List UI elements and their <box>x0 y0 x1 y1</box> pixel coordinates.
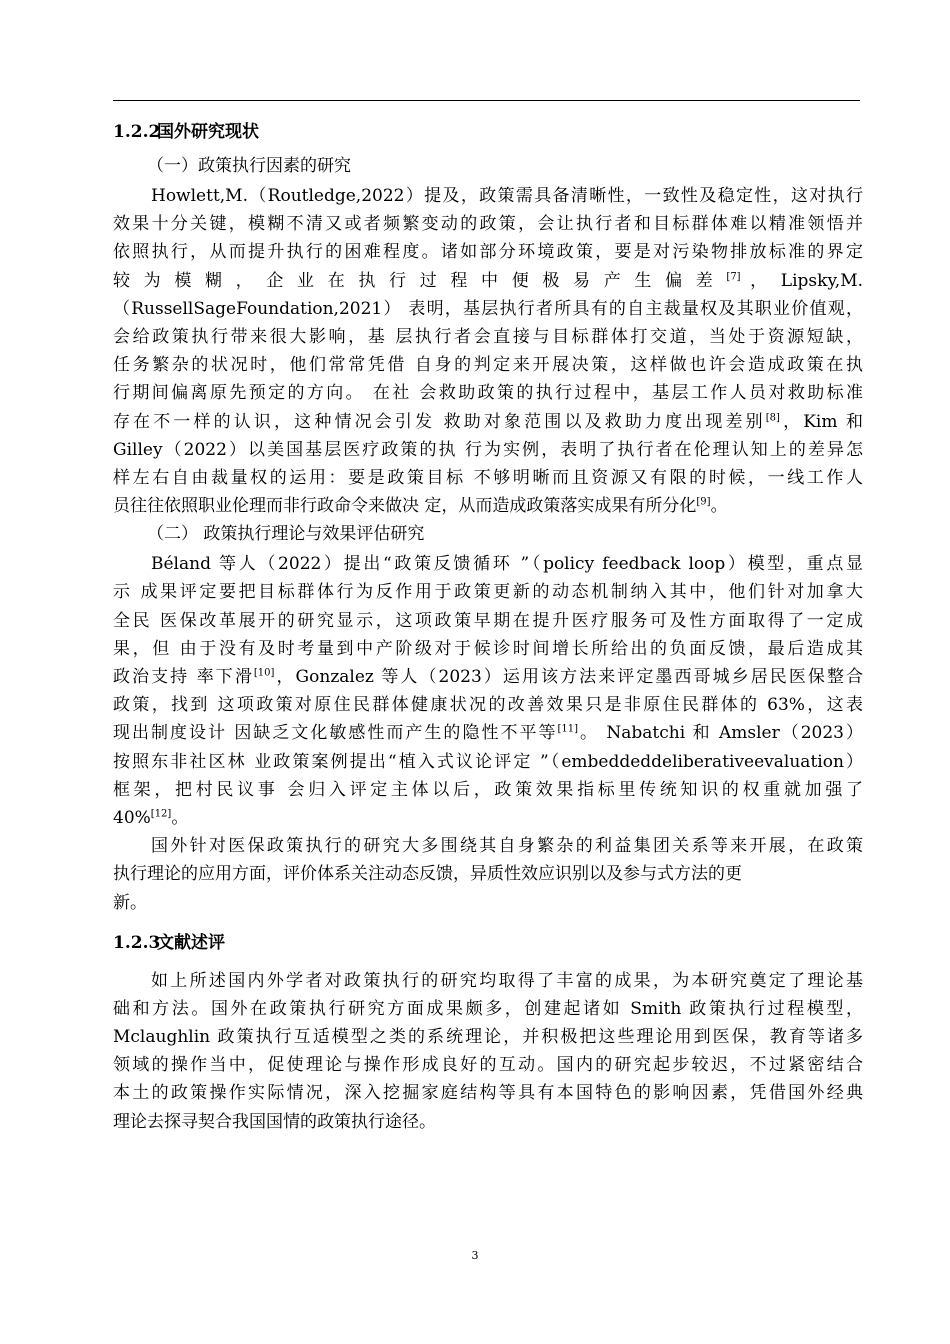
citation-9: [9] <box>696 496 711 508</box>
text-line: 政策，找到 这项政策对原住民群体健康状况的改善效果只是非原住民群体的 63%，这表 <box>113 695 863 716</box>
text-line: （RussellSageFoundation,2021） 表明，基层执行者所具有的自主裁量权及其职业价值观， <box>113 298 863 319</box>
citation-8: [8] <box>765 411 780 423</box>
text-line: 本土的政策操作实际情况，深入挖掘家庭结构等具有本国特色的影响因素，凭借国外经典 <box>113 1083 863 1104</box>
text-line: 依照执行，从而提升执行的困难程度。诸如部分环境政策，要是对污染物排放标准的界定 <box>113 242 863 263</box>
text-line: 全民 医保改革展开的研究显示，这项政策早期在提升医疗服务可及性方面取得了一定成 <box>113 610 863 631</box>
text-line: 存在不一样的认识，这种情况会引发 救助对象范围以及救助力度出现差别[8]，Kim 和 <box>113 411 863 432</box>
text-line: 效果十分关键，模糊不清又或者频繁变动的政策，会让执行者和目标群体难以精准领悟并 <box>113 214 863 235</box>
text-line: Howlett,M.（Routledge,2022）提及，政策需具备清晰性，一致性及稳定性，这对执行 <box>151 186 863 206</box>
text-line: 国外针对医保政策执行的研究大多围绕其自身繁杂的利益集团关系等来开展，在政策 <box>151 836 863 857</box>
text-line: 按照东非社区林 业政策案例提出“植入式议论评定 ”（embeddeddeliberativeevaluation） <box>113 751 863 772</box>
section-heading-1-2-3: 1.2.3文献述评 <box>113 932 225 953</box>
text-line: 任务繁杂的状况时，他们常常凭借 自身的判定来开展决策，这样做也许会造成政策在执 <box>113 355 863 376</box>
section-heading-1-2-2: 1.2.2国外研究现状 <box>113 122 259 142</box>
text-line: 较 为 模 糊 ， 企 业 在 执 行 过 程 中 便 极 易 产 生 偏 差 [7] ， Lipsky,M. <box>113 270 864 291</box>
text-line: 理论去探寻契合我国国情的政策执行途径。 <box>113 1111 436 1132</box>
text-line: 果，但 由于没有及时考量到中产阶级对于候诊时间增长所给出的负面反馈，最后造成其 <box>113 638 863 659</box>
subheading-1: （一）政策执行因素的研究 <box>147 156 351 176</box>
text-line: 执行理论的应用方面，评价体系关注动态反馈，异质性效应识别以及参与式方法的更 <box>113 864 742 885</box>
citation-12: [12] <box>150 808 172 820</box>
text-line: Gilley（2022）以美国基层医疗政策的执 行为实例，表明了执行者在伦理认知上的差异怎 <box>113 439 863 460</box>
text-line: 员往往依照职业伦理而非行政命令来做决 定，从而造成政策落实成果有所分化[9]。 <box>113 496 728 517</box>
text-line: 领域的操作当中，促使理论与操作形成良好的互动。国内的研究起步较迟，不过紧密结合 <box>113 1055 863 1076</box>
text-line: 会给政策执行带来很大影响，基 层执行者会直接与目标群体打交道，当处于资源短缺， <box>113 326 863 347</box>
text-line: Béland 等人（2022）提出“政策反馈循环 ”（policy feedback loop）模型，重点显 <box>151 554 863 575</box>
text-line: 框架，把村民议事 会归入评定主体以后，政策效果指标里传统知识的权重就加强了 <box>113 779 863 800</box>
text-line: 础和方法。国外在政策执行研究方面成果颇多，创建起诸如 Smith 政策执行过程模型， <box>113 998 863 1019</box>
text-line: 示 成果评定要把目标群体行为反作用于政策更新的动态机制纳入其中，他们针对加拿大 <box>113 582 863 603</box>
text-line: 样左右自由裁量权的运用：要是政策目标 不够明晰而且资源又有限的时候，一线工作人 <box>113 467 863 488</box>
citation-11: [11] <box>557 723 578 735</box>
text-line: Mclaughlin 政策执行互适模型之类的系统理论，并积极把这些理论用到医保，教育等诸多 <box>113 1027 863 1048</box>
paragraph-1 <box>113 182 863 520</box>
paragraph-3 <box>113 832 863 917</box>
citation-10: [10] <box>253 667 275 679</box>
page-number: 3 <box>471 1249 479 1262</box>
citation-7: [7] <box>726 270 741 282</box>
header-rule <box>113 100 860 101</box>
paragraph-4 <box>113 967 863 1136</box>
subheading-2: （二） 政策执行理论与效果评估研究 <box>147 524 425 545</box>
text-line: 40%[12]。 <box>113 807 189 828</box>
text-line: 如上所述国内外学者对政策执行的研究均取得了丰富的成果，为本研究奠定了理论基 <box>151 970 863 991</box>
text-line: 新。 <box>113 892 147 913</box>
paragraph-2 <box>113 550 863 832</box>
text-line: 现出制度设计 因缺乏文化敏感性而产生的隐性不平等[11]。 Nabatchi 和 Amsler（2023） <box>113 723 863 744</box>
page-content <box>113 118 863 1136</box>
text-line: 行期间偏离原先预定的方向。 在社 会救助政策的执行过程中，基层工作人员对救助标准 <box>113 383 863 404</box>
text-line: 政治支持 率下滑[10]，Gonzalez 等人（2023）运用该方法来评定墨西哥城乡居民医保整合 <box>113 667 864 687</box>
